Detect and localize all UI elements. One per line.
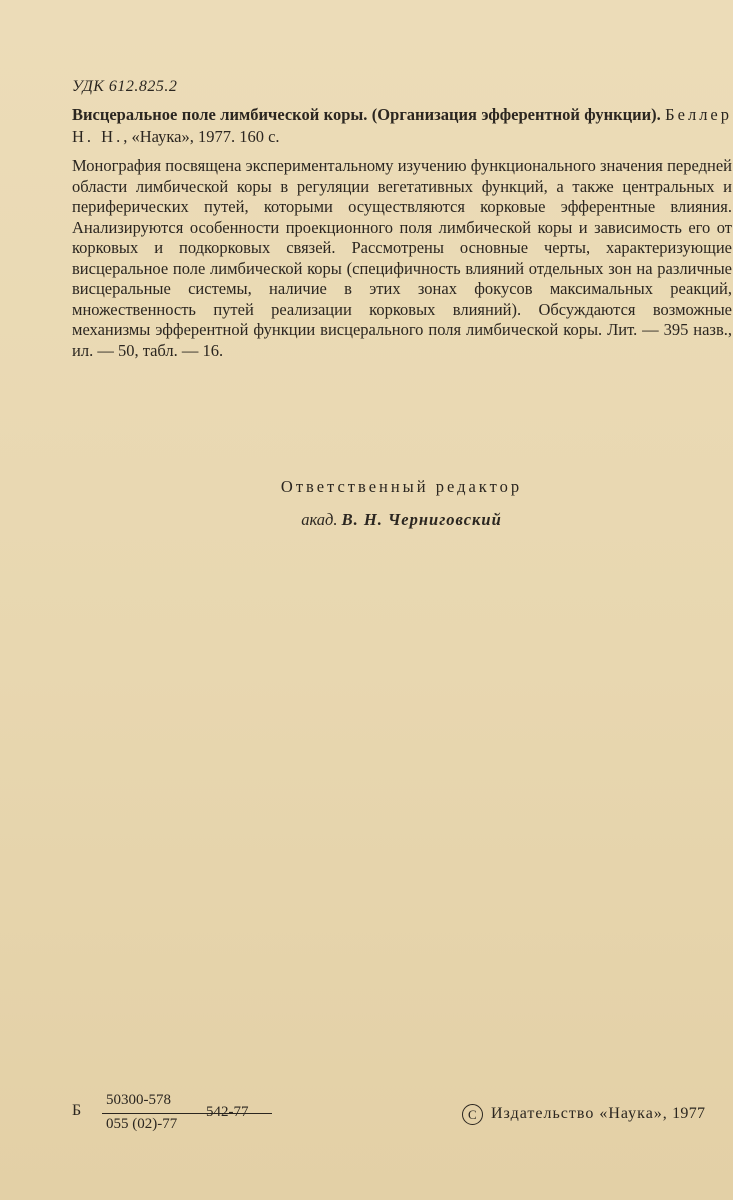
editor-name: В. Н. Черниговский — [341, 510, 502, 529]
bibliographic-record: Висцеральное поле лимбической коры. (Организация эфферентной функции). Беллер Н. Н., «Наука», 1977. 160 с. — [72, 105, 732, 146]
index-denominator: 055 (02)-77 — [106, 1116, 178, 1132]
index-numerator: 50300-578 — [106, 1092, 171, 1108]
udk-code: УДК 612.825.2 — [72, 78, 178, 95]
publication-info: «Наука», 1977. 160 с. — [131, 127, 280, 146]
editor-line — [0, 510, 733, 530]
copyright-year: 1977 — [672, 1105, 706, 1123]
copyright-icon: C — [462, 1104, 483, 1125]
copyright-line — [462, 1104, 705, 1125]
editor-label: Ответственный редактор — [280, 477, 523, 496]
index-suffix: 542-77 — [206, 1104, 249, 1120]
editor-rank: акад. — [301, 510, 338, 529]
book-author: Беллер Н. Н. — [72, 105, 732, 146]
index-letter: Б — [72, 1102, 82, 1119]
abstract-text: Монография посвящена экспериментальному изучению функционального значения передней области лимбической коры в регуляции вегетативных функций, а также центральных и периферических путей, которыми осуществляются корковые эфферентные влияния. Анализируются особенности проекционного поля лимбической коры и зависимость его от корковых и подкорковых связей. Рассмотрены основные черты, характеризующие висцеральное поле лимбической коры (специфичность влияний отдельных зон на различные висцеральные системы, наличие в этих зонах фокусов максимальных реакций, множественность путей реализации корковых влияний). Обсуждаются возможные механизмы эфферентной функции висцерального поля лимбической коры. Лит. — 395 назв., ил. — 50, табл. — 16. — [72, 156, 732, 360]
book-title: Висцеральное поле лимбической коры. (Организация эфферентной функции). — [72, 105, 661, 124]
publisher-name: Издательство «Наука», — [491, 1105, 668, 1123]
publication-index — [72, 1092, 272, 1142]
